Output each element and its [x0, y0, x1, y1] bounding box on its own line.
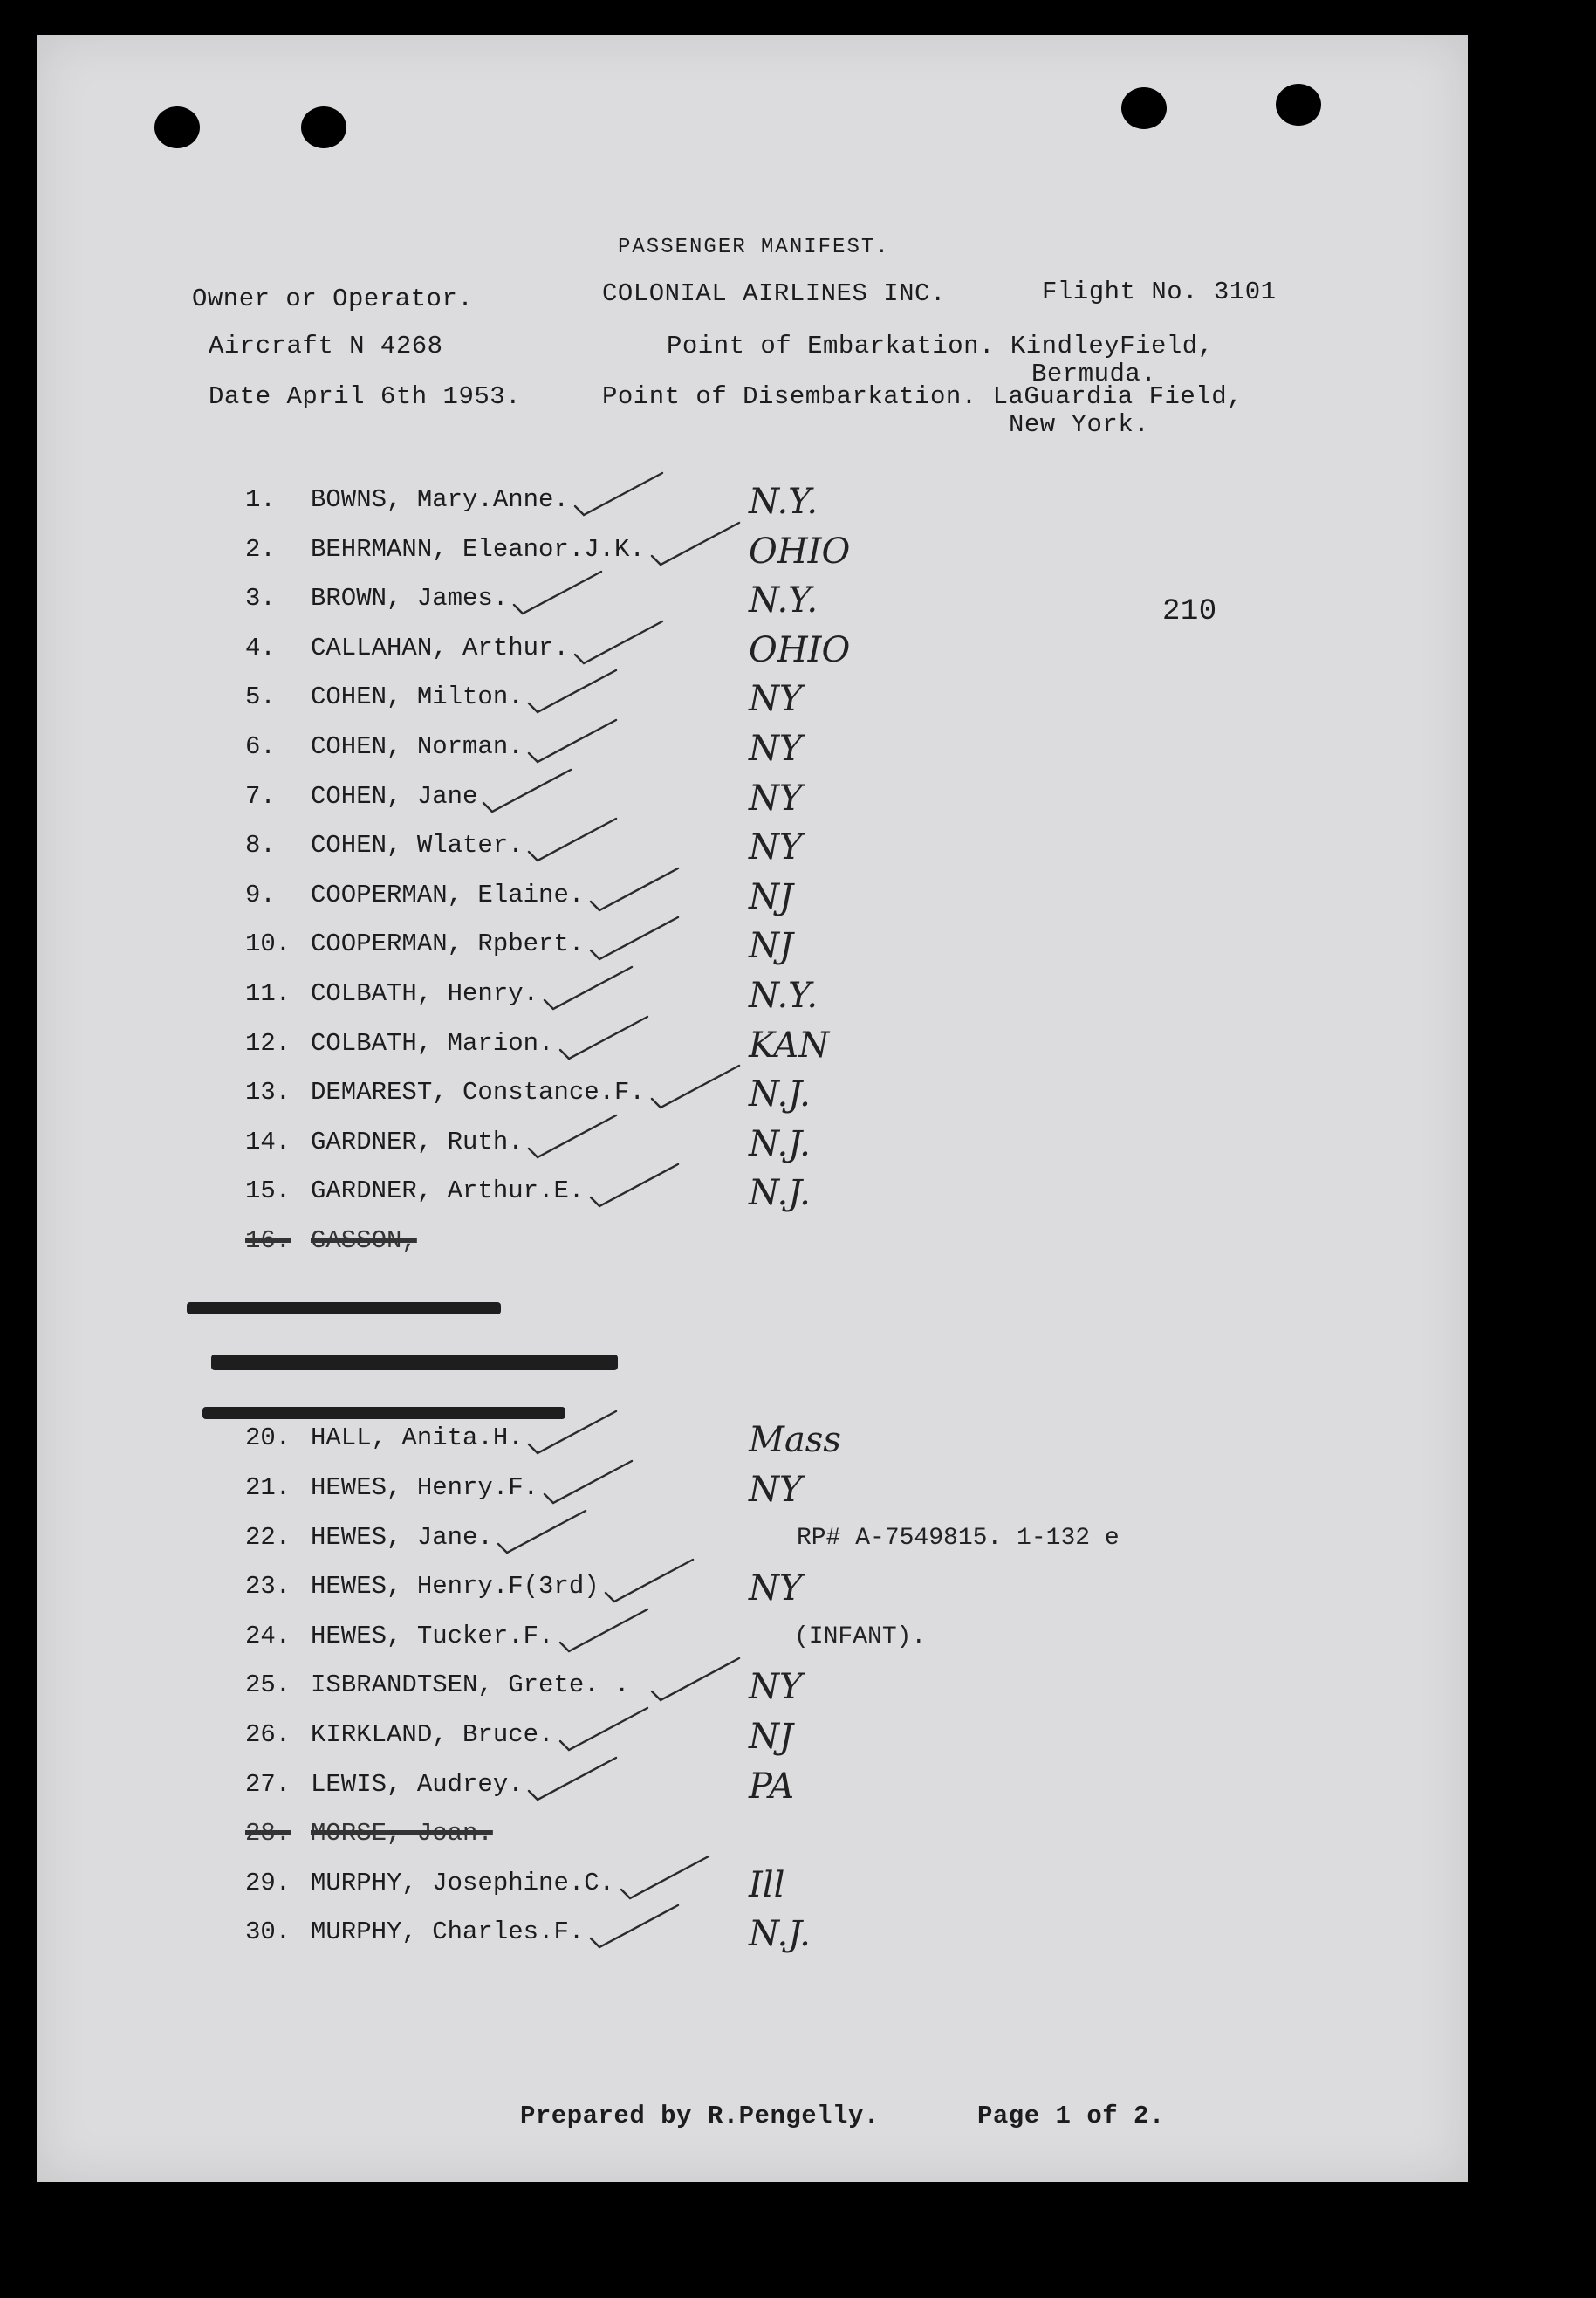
passenger-name: COOPERMAN, Elaine.: [311, 880, 585, 909]
passenger-name: COHEN, Jane: [311, 781, 478, 811]
margin-number: 210: [1162, 595, 1217, 628]
passenger-number: 16.: [245, 1226, 291, 1255]
passenger-number: 25.: [245, 1670, 291, 1700]
passenger-name: COOPERMAN, Rpbert.: [311, 929, 585, 959]
handwritten-state-note: (INFANT).: [794, 1622, 927, 1650]
passenger-name: HALL, Anita.H.: [311, 1423, 524, 1453]
disembarkation-point: Point of Disembarkation. LaGuardia Field,: [602, 382, 1243, 411]
passenger-name: HEWES, Tucker.F.: [311, 1621, 554, 1650]
check-mark-icon: [648, 1653, 744, 1705]
handwritten-state-note: NY: [749, 679, 803, 720]
check-mark-icon: [480, 765, 576, 817]
handwritten-state-note: NJ: [749, 1717, 794, 1757]
passenger-row: [208, 1523, 1429, 1561]
passenger-row: [208, 580, 1429, 622]
handwritten-state-note: NY: [749, 1470, 803, 1510]
manifest-title: PASSENGER MANIFEST.: [618, 236, 890, 259]
passenger-row: [208, 729, 1429, 771]
redaction-mark: [187, 1302, 501, 1314]
passenger-row: [208, 1717, 1429, 1759]
prepared-by: Prepared by R.Pengelly.: [520, 2102, 880, 2130]
passenger-number: 3.: [245, 584, 276, 614]
embarkation-point: Point of Embarkation. KindleyField,: [667, 332, 1214, 360]
handwritten-state-note: NY: [749, 827, 803, 868]
handwritten-state-note: N.J.: [749, 1173, 811, 1214]
passenger-number: 26.: [245, 1720, 291, 1749]
punch-hole: [301, 106, 346, 148]
passenger-number: 2.: [245, 534, 276, 564]
handwritten-state-note: N.J.: [749, 1074, 811, 1115]
passenger-row: [208, 778, 1429, 820]
passenger-name: DEMAREST, Constance.F.: [311, 1078, 645, 1108]
check-mark-icon: [525, 665, 621, 717]
handwritten-state-note: N.Y.: [749, 580, 819, 621]
handwritten-state-note: NJ: [749, 926, 794, 967]
punch-hole: [154, 106, 200, 148]
check-mark-icon: [587, 912, 683, 964]
passenger-row: [208, 1568, 1429, 1610]
check-mark-icon: [618, 1851, 714, 1904]
handwritten-state-note: NJ: [749, 876, 794, 917]
handwritten-state-note: NY: [749, 729, 803, 769]
passenger-row: [208, 876, 1429, 919]
passenger-name: ISBRANDTSEN, Grete. .: [311, 1670, 630, 1700]
passenger-name: BOWNS, Mary.Anne.: [311, 485, 569, 514]
passenger-number: 6.: [245, 732, 276, 761]
airline-name: COLONIAL AIRLINES INC.: [602, 279, 946, 308]
check-mark-icon: [541, 1456, 637, 1508]
passenger-row: [208, 1420, 1429, 1462]
passenger-row: [208, 1622, 1429, 1660]
check-mark-icon: [525, 715, 621, 767]
handwritten-state-note: N.Y.: [749, 976, 819, 1016]
check-mark-icon: [525, 1110, 621, 1163]
passenger-row: [208, 1123, 1429, 1166]
check-mark-icon: [587, 1159, 683, 1211]
passenger-name: GARDNER, Ruth.: [311, 1127, 524, 1156]
passenger-row: [208, 926, 1429, 968]
passenger-row: [208, 1914, 1429, 1956]
passenger-number: 11.: [245, 979, 291, 1008]
check-mark-icon: [541, 962, 637, 1014]
passenger-number: 27.: [245, 1769, 291, 1799]
passenger-row: [208, 629, 1429, 672]
handwritten-state-note: OHIO: [749, 531, 851, 572]
passenger-name: GASSON,: [311, 1226, 417, 1255]
passenger-name: COLBATH, Marion.: [311, 1028, 554, 1058]
passenger-row: [208, 1173, 1429, 1215]
passenger-row: [208, 531, 1429, 573]
passenger-number: 13.: [245, 1078, 291, 1108]
passenger-name: HEWES, Henry.F.: [311, 1473, 539, 1502]
passenger-name: HEWES, Henry.F(3rd): [311, 1572, 599, 1602]
passenger-row: [208, 679, 1429, 721]
passenger-number: 4.: [245, 633, 276, 662]
passenger-name: LEWIS, Audrey.: [311, 1769, 524, 1799]
handwritten-state-note: NY: [749, 1568, 803, 1609]
check-mark-icon: [587, 863, 683, 916]
passenger-name: KIRKLAND, Bruce.: [311, 1720, 554, 1749]
passenger-number: 28.: [245, 1819, 291, 1849]
passenger-number: 14.: [245, 1127, 291, 1156]
passenger-number: 21.: [245, 1473, 291, 1502]
manifest-page: [37, 35, 1468, 2182]
punch-hole: [1121, 87, 1167, 129]
passenger-number: 12.: [245, 1028, 291, 1058]
passenger-name: GARDNER, Arthur.E.: [311, 1176, 585, 1206]
check-mark-icon: [525, 1753, 621, 1805]
passenger-row: [208, 827, 1429, 869]
passenger-name: COHEN, Wlater.: [311, 831, 524, 861]
passenger-name: COHEN, Milton.: [311, 683, 524, 712]
passenger-row: [208, 482, 1429, 524]
passenger-row: [208, 1470, 1429, 1512]
passenger-name: COHEN, Norman.: [311, 732, 524, 761]
passenger-name: BEHRMANN, Eleanor.J.K.: [311, 534, 645, 564]
handwritten-state-note: PA: [749, 1766, 795, 1807]
passenger-number: 22.: [245, 1522, 291, 1552]
passenger-row: [208, 1025, 1429, 1067]
passenger-number: 15.: [245, 1176, 291, 1206]
page-number: Page 1 of 2.: [977, 2102, 1165, 2130]
handwritten-state-note: RP# A-7549815. 1-132 e: [797, 1524, 1120, 1552]
handwritten-state-note: OHIO: [749, 629, 851, 670]
disembarkation-point-2: New York.: [1009, 410, 1150, 439]
handwritten-state-note: NY: [749, 1667, 803, 1708]
passenger-row: [208, 976, 1429, 1018]
passenger-name: MURPHY, Charles.F.: [311, 1917, 585, 1947]
handwritten-state-note: Ill: [749, 1864, 785, 1905]
passenger-number: 10.: [245, 929, 291, 959]
handwritten-state-note: N.J.: [749, 1123, 811, 1164]
passenger-name: MORSE, Joan.: [311, 1819, 493, 1849]
passenger-row: [208, 1667, 1429, 1709]
owner-label: Owner or Operator.: [192, 285, 474, 313]
check-mark-icon: [648, 518, 744, 570]
check-mark-icon: [587, 1900, 683, 1952]
check-mark-icon: [557, 1012, 653, 1064]
check-mark-icon: [510, 566, 606, 619]
check-mark-icon: [648, 1060, 744, 1113]
check-mark-icon: [495, 1506, 591, 1558]
passenger-name: COLBATH, Henry.: [311, 979, 539, 1008]
passenger-row: [208, 1226, 1429, 1265]
check-mark-icon: [557, 1703, 653, 1755]
check-mark-icon: [572, 616, 668, 669]
passenger-number: 23.: [245, 1572, 291, 1602]
passenger-name: BROWN, James.: [311, 584, 509, 614]
manifest-date: Date April 6th 1953.: [209, 382, 522, 411]
passenger-number: 24.: [245, 1621, 291, 1650]
redaction-mark: [202, 1407, 565, 1419]
passenger-name: MURPHY, Josephine.C.: [311, 1868, 615, 1897]
passenger-number: 1.: [245, 485, 276, 514]
check-mark-icon: [572, 468, 668, 520]
passenger-number: 8.: [245, 831, 276, 861]
handwritten-state-note: NY: [749, 778, 803, 819]
handwritten-state-note: KAN: [749, 1025, 830, 1066]
passenger-number: 7.: [245, 781, 276, 811]
handwritten-state-note: N.J.: [749, 1914, 811, 1955]
passenger-row: [208, 1766, 1429, 1808]
punch-hole: [1276, 84, 1321, 126]
passenger-number: 9.: [245, 880, 276, 909]
flight-number: Flight No. 3101: [1042, 278, 1277, 306]
passenger-row: [208, 1819, 1429, 1857]
embarkation-point-2: Bermuda.: [1031, 360, 1157, 388]
aircraft-id: Aircraft N 4268: [209, 332, 443, 360]
passenger-name: CALLAHAN, Arthur.: [311, 633, 569, 662]
check-mark-icon: [602, 1554, 698, 1607]
handwritten-state-note: Mass: [749, 1420, 841, 1461]
passenger-name: HEWES, Jane.: [311, 1522, 493, 1552]
passenger-row: [208, 1074, 1429, 1116]
passenger-number: 5.: [245, 683, 276, 712]
check-mark-icon: [525, 813, 621, 866]
handwritten-state-note: N.Y.: [749, 482, 819, 522]
passenger-number: 30.: [245, 1917, 291, 1947]
redaction-mark: [211, 1355, 618, 1370]
passenger-row: [208, 1864, 1429, 1907]
passenger-number: 20.: [245, 1423, 291, 1453]
check-mark-icon: [557, 1604, 653, 1657]
passenger-number: 29.: [245, 1868, 291, 1897]
